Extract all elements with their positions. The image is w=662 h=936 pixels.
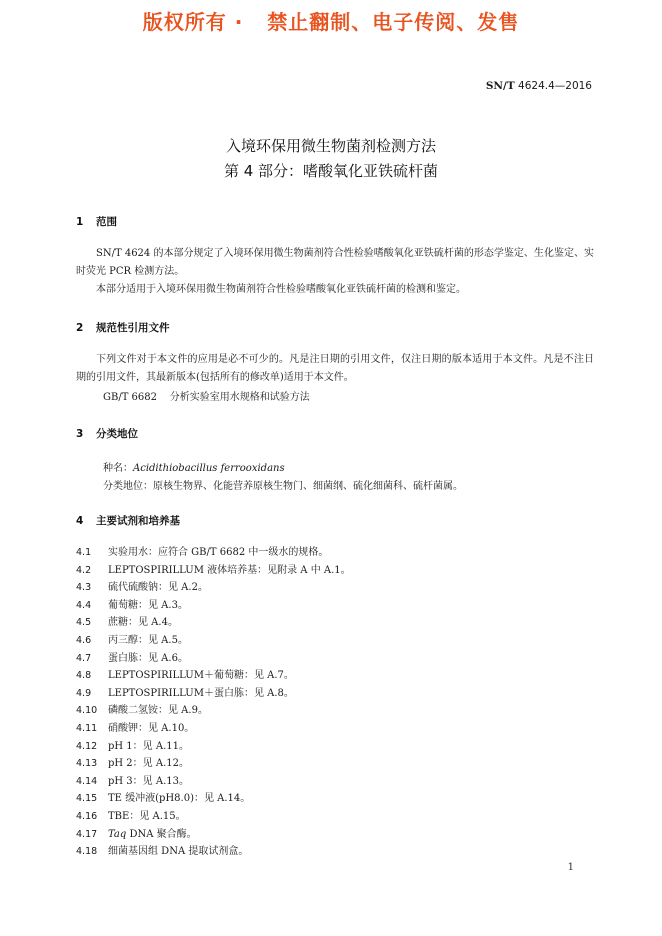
item-number: 4.15 xyxy=(76,793,98,805)
section-2-paragraph-1: 下列文件对于本文件的应用是必不可少的。凡是注日期的引用文件，仅注日期的版本适用于本文件。凡是不注日期的引用文件，其最新版本(包括所有的修改单)适用于本文件。 xyxy=(76,354,594,383)
list-item xyxy=(76,613,596,631)
list-item xyxy=(76,807,596,825)
section-1-heading xyxy=(76,214,117,229)
item-text: 磷酸二氢铵：见 A.9。 xyxy=(108,705,208,717)
item-italic-text: Taq xyxy=(108,828,127,840)
list-item xyxy=(76,737,596,755)
list-item xyxy=(76,789,596,807)
item-number: 4.17 xyxy=(76,828,98,840)
item-text: 实验用水：应符合 GB/T 6682 中一级水的规格。 xyxy=(108,547,329,558)
section-4-heading xyxy=(76,513,180,528)
item-number: 4.7 xyxy=(76,652,92,664)
item-number: 4.14 xyxy=(76,775,98,787)
reference-entry xyxy=(103,388,310,403)
item-text: DNA 聚合酶。 xyxy=(126,828,197,840)
reagent-list xyxy=(76,543,596,860)
item-number: 4.5 xyxy=(76,617,92,629)
list-item xyxy=(76,684,596,702)
species-line xyxy=(103,459,285,474)
item-number: 4.6 xyxy=(76,634,92,646)
copyright-watermark: 版权所有 · 禁止翻制、电子传阅、发售 xyxy=(142,10,520,34)
section-title: 范围 xyxy=(96,216,117,228)
list-item xyxy=(76,596,596,614)
section-3-heading xyxy=(76,426,138,441)
reference-code: GB/T 6682 xyxy=(103,392,158,403)
item-number: 4.12 xyxy=(76,740,98,752)
standard-code xyxy=(486,80,592,92)
item-text: pH 1：见 A.11。 xyxy=(108,740,189,752)
list-item xyxy=(76,772,596,790)
section-title: 主要试剂和培养基 xyxy=(96,515,180,527)
section-title: 规范性引用文件 xyxy=(96,322,170,334)
section-number: 4 xyxy=(76,515,84,527)
species-label: 种名： xyxy=(103,463,133,474)
list-item xyxy=(76,649,596,667)
item-text: 丙三醇：见 A.5。 xyxy=(108,634,188,646)
item-text: LEPTOSPIRILLUM＋葡萄糖：见 A.7。 xyxy=(108,670,294,682)
item-number: 4.18 xyxy=(76,846,98,858)
item-number: 4.3 xyxy=(76,582,92,594)
item-text: 葡萄糖：见 A.3。 xyxy=(108,599,188,611)
item-number: 4.9 xyxy=(76,687,92,699)
item-text: 硝酸钾：见 A.10。 xyxy=(108,722,195,734)
item-text: pH 3：见 A.13。 xyxy=(108,775,189,787)
list-item xyxy=(76,825,596,843)
item-text: 蔗糖：见 A.4。 xyxy=(108,617,178,629)
item-number: 4.2 xyxy=(76,564,92,576)
item-number: 4.8 xyxy=(76,670,92,682)
item-number: 4.16 xyxy=(76,810,98,822)
reference-title: 分析实验室用水规格和试验方法 xyxy=(169,392,310,403)
item-number: 4.1 xyxy=(76,547,92,558)
item-text: LEPTOSPIRILLUM＋蛋白胨：见 A.8。 xyxy=(108,687,294,699)
section-2-heading xyxy=(76,320,170,335)
section-number: 3 xyxy=(76,428,84,440)
section-number: 2 xyxy=(76,322,84,334)
item-text: 蛋白胨：见 A.6。 xyxy=(108,652,188,664)
section-number: 1 xyxy=(76,216,84,228)
item-text: pH 2：见 A.12。 xyxy=(108,758,189,770)
section-title: 分类地位 xyxy=(96,428,138,440)
item-text: TBE：见 A.15。 xyxy=(108,810,186,822)
list-item xyxy=(76,631,596,649)
section-1-paragraph-1: SN/T 4624 的本部分规定了入境环保用微生物菌剂符合性检验嗜酸氧化亚铁硫杆菌的形态学鉴定、生化鉴定、实时荧光 PCR 检测方法。 xyxy=(76,248,594,277)
list-item xyxy=(76,701,596,719)
list-item xyxy=(76,666,596,684)
document-title: 入境环保用微生物菌剂检测方法 xyxy=(225,137,436,155)
item-text: TE 缓冲液(pH8.0)：见 A.14。 xyxy=(108,793,251,805)
list-item xyxy=(76,842,596,860)
list-item xyxy=(76,543,596,561)
list-item xyxy=(76,719,596,737)
standard-number: 4624.4—2016 xyxy=(518,80,592,92)
list-item xyxy=(76,754,596,772)
item-number: 4.13 xyxy=(76,758,98,770)
item-text: 细菌基因组 DNA 提取试剂盒。 xyxy=(108,846,249,858)
item-text: LEPTOSPIRILLUM 液体培养基：见附录 A 中 A.1。 xyxy=(108,564,351,576)
item-number: 4.11 xyxy=(76,722,98,734)
standard-prefix: SN/T xyxy=(485,80,515,92)
classification-line: 分类地位：原核生物界、化能营养原核生物门、细菌纲、硫化细菌科、硫杆菌属。 xyxy=(103,481,463,492)
section-1-paragraph-2: 本部分适用于入境环保用微生物菌剂符合性检验嗜酸氧化亚铁硫杆菌的检测和鉴定。 xyxy=(96,284,466,295)
item-text: 硫代硫酸钠：见 A.2。 xyxy=(108,582,208,594)
page-number: 1 xyxy=(567,862,574,873)
item-number: 4.10 xyxy=(76,705,98,717)
document-subtitle: 第 4 部分：嗜酸氧化亚铁硫杆菌 xyxy=(223,162,439,180)
species-name: Acidithiobacillus ferrooxidans xyxy=(133,463,285,474)
list-item xyxy=(76,561,596,579)
item-number: 4.4 xyxy=(76,599,92,611)
list-item xyxy=(76,578,596,596)
